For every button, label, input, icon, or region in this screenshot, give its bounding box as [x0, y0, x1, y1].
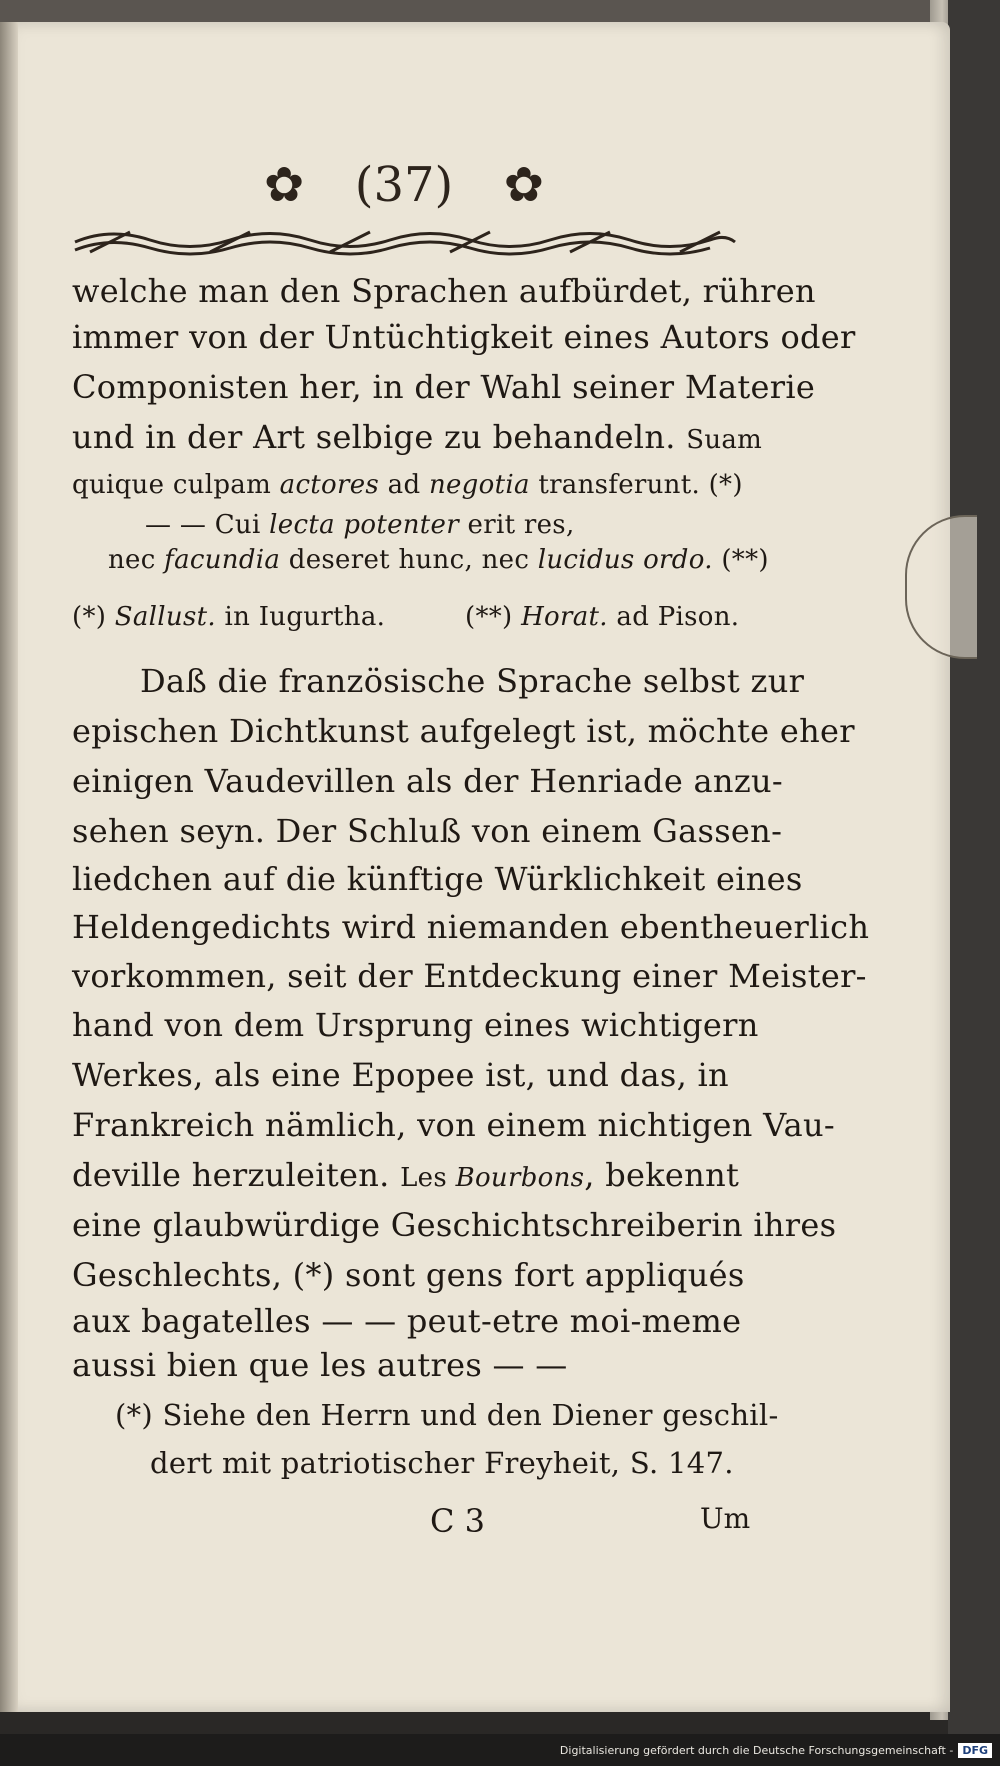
- page-number: (37): [354, 157, 454, 213]
- latin-italic-span: lecta potenter: [269, 510, 459, 540]
- text-span: deville herzuleiten.: [72, 1156, 401, 1194]
- gutter: [0, 22, 18, 1712]
- attribution-bar: [0, 1734, 1000, 1766]
- text-line: [72, 1156, 739, 1194]
- latin-span: erit res,: [458, 510, 575, 540]
- footnote-italic-span: Horat.: [521, 602, 608, 632]
- latin-span: quique culpam: [72, 470, 280, 500]
- latin-span: nec: [108, 545, 165, 575]
- french-span: Les: [400, 1163, 456, 1193]
- latin-italic-span: facundia: [164, 545, 281, 575]
- footnote-line: (*) Siehe den Herrn und den Diener geschil-: [115, 1398, 779, 1432]
- latin-span: ad: [379, 470, 429, 500]
- latin-italic-span: lucidus ordo.: [537, 545, 713, 575]
- latin-span: — — Cui: [145, 510, 270, 540]
- footnote-span: in Iugurtha.: [215, 602, 386, 632]
- text-line: Daß die französische Sprache selbst zur: [140, 662, 805, 700]
- footnote-line: [465, 602, 739, 632]
- latin-span: transferunt. (*): [529, 470, 743, 500]
- footnote-span: (**): [465, 602, 522, 632]
- latin-line: [72, 470, 743, 500]
- text-line: Werkes, als eine Epopee ist, und das, in: [72, 1056, 729, 1094]
- catchword: Um: [700, 1502, 751, 1535]
- latin-line: [108, 545, 769, 575]
- text-line: immer von der Untüchtigkeit eines Autors oder: [72, 318, 856, 356]
- dfg-logo: DFG: [958, 1743, 992, 1758]
- attribution-text: Digitalisierung gefördert durch die Deutsche Forschungsgemeinschaft -: [559, 1743, 954, 1757]
- text-line: einigen Vaudevillen als der Henriade anzu-: [72, 762, 784, 800]
- page-header: [264, 150, 544, 220]
- text-line: Heldengedichts wird niemanden ebentheuerlich: [72, 908, 870, 946]
- rosette-ornament-icon: ✿: [503, 157, 544, 213]
- latin-span: (**): [712, 545, 769, 575]
- footnote-line: [72, 602, 385, 632]
- text-span: , bekennt: [584, 1156, 740, 1194]
- text-line: [72, 418, 762, 456]
- latin-span: deseret hunc, nec: [280, 545, 538, 575]
- text-line: Frankreich nämlich, von einem nichtigen Vau-: [72, 1106, 836, 1144]
- latin-italic-span: actores: [279, 470, 380, 500]
- french-italic-span: Bourbons: [455, 1163, 585, 1193]
- text-line: liedchen auf die künftige Würklichkeit eines: [72, 860, 803, 898]
- text-line: Componisten her, in der Wahl seiner Materie: [72, 368, 816, 406]
- scanner-frame-right: [948, 0, 1000, 1766]
- footnote-span: (*): [72, 602, 115, 632]
- footnote-line: dert mit patriotischer Freyheit, S. 147.: [150, 1446, 734, 1480]
- rosette-ornament-icon: ✿: [264, 157, 305, 213]
- ornamental-rule: [70, 222, 740, 262]
- footnote-span: ad Pison.: [607, 602, 740, 632]
- text-line: hand von dem Ursprung eines wichtigern: [72, 1006, 759, 1044]
- signature-mark: C 3: [430, 1502, 486, 1540]
- latin-span: Suam: [686, 425, 763, 455]
- text-line: vorkommen, seit der Entdeckung einer Meister-: [72, 957, 867, 995]
- text-line: sehen seyn. Der Schluß von einem Gassen-: [72, 812, 783, 850]
- latin-line: [145, 510, 575, 540]
- text-line: aussi bien que les autres — —: [72, 1346, 568, 1384]
- text-span: und in der Art selbige zu behandeln.: [72, 418, 676, 456]
- latin-italic-span: negotia: [428, 470, 530, 500]
- text-line: welche man den Sprachen aufbürdet, rühren: [72, 272, 816, 310]
- text-line: Geschlechts, (*) sont gens fort appliqués: [72, 1256, 745, 1294]
- text-line: epischen Dichtkunst aufgelegt ist, möchte eher: [72, 712, 855, 750]
- text-line: aux bagatelles — — peut-etre moi-meme: [72, 1302, 742, 1340]
- footnote-italic-span: Sallust.: [114, 602, 216, 632]
- text-line: eine glaubwürdige Geschichtschreiberin ihres: [72, 1206, 837, 1244]
